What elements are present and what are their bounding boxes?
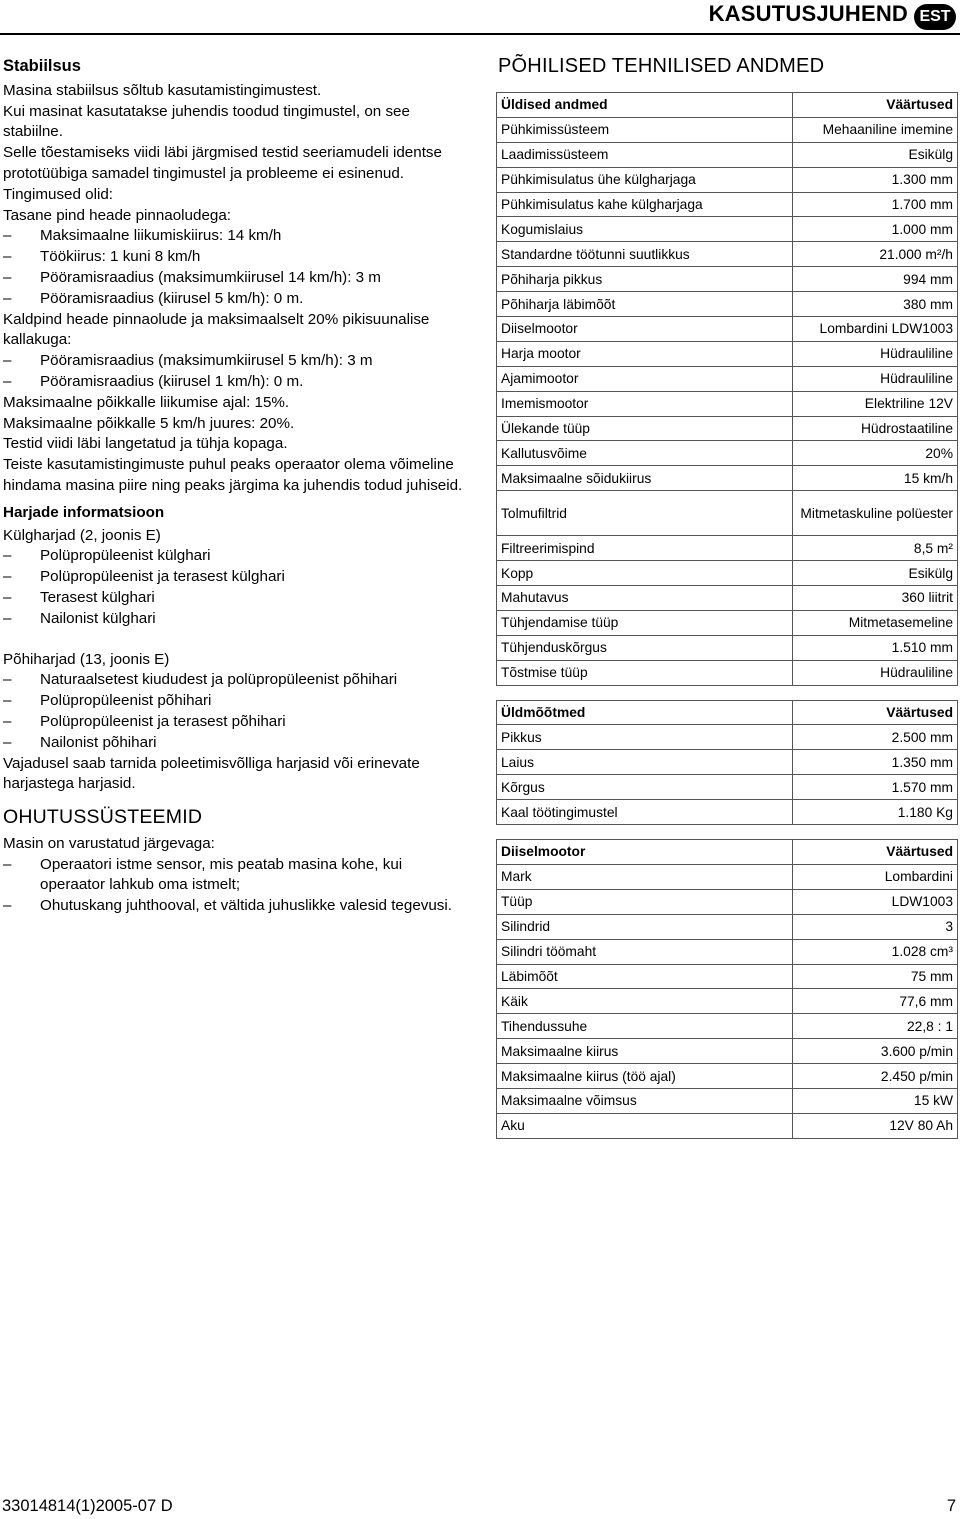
table-cell-value: 1.510 mm <box>793 635 958 660</box>
table-cell-label: Põhiharja läbimõõt <box>497 292 793 317</box>
table-cell-value: LDW1003 <box>793 889 958 914</box>
table-cell-label: Kopp <box>497 561 793 586</box>
diesel-engine-table <box>496 839 958 1139</box>
main-brushes-intro: Põhiharjad (13, joonis E) <box>3 650 170 668</box>
table-cell-label: Tühjenduskõrgus <box>497 635 793 660</box>
safety-heading: OHUTUSSÜSTEEMID <box>3 806 203 829</box>
table-cell-value: 360 liitrit <box>793 586 958 611</box>
table-cell-label: Tühjendamise tüüp <box>497 610 793 635</box>
table-row <box>497 1113 958 1138</box>
table-cell-label: Diiselmootor <box>497 317 793 342</box>
list-item: – Maksimaalne liikumiskiirus: 14 km/h <box>3 226 463 247</box>
table-cell-label: Tolmufiltrid <box>497 491 793 536</box>
slope-intro: Kaldpind heade pinnaolude ja maksimaalselt 20% pikisuunalise kallakuga: <box>3 310 430 349</box>
table-row <box>497 117 958 142</box>
table-cell-value: 3 <box>793 914 958 939</box>
table-cell-value: 3.600 p/min <box>793 1039 958 1064</box>
side-brushes-list <box>3 546 463 629</box>
table-cell-label: Mark <box>497 864 793 889</box>
table-row <box>497 142 958 167</box>
flat-surface-list <box>3 226 463 309</box>
table-row <box>497 536 958 561</box>
table-cell-label: Pühkimisulatus ühe külgharjaga <box>497 167 793 192</box>
list-item: – Naturaalsetest kiududest ja polüpropüleenist põhihari <box>3 670 463 691</box>
table-row <box>497 441 958 466</box>
table-cell-value: 1.000 mm <box>793 217 958 242</box>
page-number: 7 <box>946 1497 956 1515</box>
table-cell-label: Laadimissüsteem <box>497 142 793 167</box>
stability-paragraph: Testid viidi läbi langetatud ja tühja kopaga. <box>3 435 288 453</box>
table-cell-label: Käik <box>497 989 793 1014</box>
table-row <box>497 341 958 366</box>
table-row <box>497 292 958 317</box>
table-cell-value: 1.350 mm <box>793 750 958 775</box>
general-data-table <box>496 92 958 686</box>
header-title: KASUTUSJUHEND <box>708 1 908 26</box>
table-cell-value: Mitmetasemeline <box>793 610 958 635</box>
table-cell-value: 22,8 : 1 <box>793 1014 958 1039</box>
table-header-cell: Väärtused <box>793 840 958 865</box>
table-row <box>497 366 958 391</box>
list-item: – Operaatori istme sensor, mis peatab masina kohe, kui operaator lahkub oma istmelt; <box>3 855 463 897</box>
list-item: – Polüpropüleenist külghari <box>3 546 463 567</box>
table-cell-value: 994 mm <box>793 267 958 292</box>
table-cell-label: Maksimaalne kiirus (töö ajal) <box>497 1064 793 1089</box>
table-row <box>497 914 958 939</box>
table-row <box>497 416 958 441</box>
table-cell-value: 2.450 p/min <box>793 1064 958 1089</box>
table-cell-value: 1.028 cm³ <box>793 939 958 964</box>
table-row <box>497 391 958 416</box>
table-cell-label: Filtreerimispind <box>497 536 793 561</box>
table-row <box>497 800 958 825</box>
stability-paragraph: Maksimaalne põikkalle liikumise ajal: 15%. <box>3 393 290 411</box>
slope-list <box>3 351 463 393</box>
table-cell-value: 1.300 mm <box>793 167 958 192</box>
table-cell-label: Maksimaalne võimsus <box>497 1088 793 1113</box>
table-row <box>497 1039 958 1064</box>
list-item: – Polüpropüleenist ja terasest põhihari <box>3 712 463 733</box>
table-cell-label: Silindrid <box>497 914 793 939</box>
safety-list <box>3 855 463 917</box>
table-cell-value: 1.700 mm <box>793 192 958 217</box>
table-cell-value: 1.180 Kg <box>793 800 958 825</box>
stability-paragraph: Selle tõestamiseks viidi läbi järgmised testid seeriamudeli identse prototüübiga samadel tingimustel ja probleeme ei esinenud. Tingimused olid: <box>3 144 442 203</box>
table-row <box>497 610 958 635</box>
table-cell-label: Tüüp <box>497 889 793 914</box>
table-cell-label: Tõstmise tüüp <box>497 660 793 685</box>
list-item: – Terasest külghari <box>3 588 463 609</box>
brushes-note: Vajadusel saab tarnida poleetimisvõlliga harjasid või erinevate harjastega harjasid. <box>3 754 420 793</box>
table-cell-label: Maksimaalne kiirus <box>497 1039 793 1064</box>
table-row <box>497 466 958 491</box>
table-cell-label: Läbimõõt <box>497 964 793 989</box>
table-cell-value: Lombardini <box>793 864 958 889</box>
list-item: – Pööramisraadius (kiirusel 1 km/h): 0 m. <box>3 372 463 393</box>
table-cell-value: Esikülg <box>793 561 958 586</box>
table-cell-label: Kogumislaius <box>497 217 793 242</box>
table-cell-value: 21.000 m²/h <box>793 242 958 267</box>
table-cell-label: Mahutavus <box>497 586 793 611</box>
list-item: – Ohutuskang juhthooval, et vältida juhuslikke valesid tegevusi. <box>3 896 463 917</box>
table-row <box>497 192 958 217</box>
table-cell-value: Hüdrauliline <box>793 341 958 366</box>
list-item: – Polüpropüleenist ja terasest külghari <box>3 567 463 588</box>
table-row <box>497 242 958 267</box>
table-cell-value: Hüdrauliline <box>793 660 958 685</box>
table-row <box>497 989 958 1014</box>
stability-paragraph: Masina stabiilsus sõltub kasutamistingimustest. <box>3 81 322 99</box>
table-row <box>497 167 958 192</box>
table-cell-value: 77,6 mm <box>793 989 958 1014</box>
right-column <box>496 55 958 1153</box>
stability-heading: Stabiilsus <box>3 57 81 75</box>
table-row <box>497 889 958 914</box>
table-header-cell: Üldised andmed <box>497 93 793 118</box>
list-item: – Pööramisraadius (maksimumkiirusel 5 km/h): 3 m <box>3 351 463 372</box>
safety-intro: Masin on varustatud järgevaga: <box>3 834 215 852</box>
table-cell-label: Põhiharja pikkus <box>497 267 793 292</box>
table-cell-label: Silindri töömaht <box>497 939 793 964</box>
table-cell-label: Imemismootor <box>497 391 793 416</box>
table-cell-label: Pühkimissüsteem <box>497 117 793 142</box>
table-cell-value: Mitmetaskuline polüester <box>793 491 958 536</box>
table-cell-value: Mehaaniline imemine <box>793 117 958 142</box>
stability-paragraph: Teiste kasutamistingimuste puhul peaks operaator olema võimeline hindama masina piire ning peaks järgima ka juhendis todud juhiseid. <box>3 456 463 494</box>
table-row <box>497 864 958 889</box>
table-cell-value: Hüdrostaatiline <box>793 416 958 441</box>
table-header-row <box>497 840 958 865</box>
table-cell-value: 1.570 mm <box>793 775 958 800</box>
main-brushes-list <box>3 670 463 753</box>
table-row <box>497 750 958 775</box>
table-row <box>497 1064 958 1089</box>
table-cell-value: 12V 80 Ah <box>793 1113 958 1138</box>
list-item: – Nailonist põhihari <box>3 733 463 754</box>
brushes-heading: Harjade informatsioon <box>3 503 165 521</box>
list-item: – Töökiirus: 1 kuni 8 km/h <box>3 247 463 268</box>
table-header-row <box>497 700 958 725</box>
list-item: – Pööramisraadius (maksimumkiirusel 14 km/h): 3 m <box>3 268 463 289</box>
table-cell-value: Elektriline 12V <box>793 391 958 416</box>
table-cell-value: 15 kW <box>793 1088 958 1113</box>
table-row <box>497 964 958 989</box>
technical-data-title: PÕHILISED TEHNILISED ANDMED <box>498 55 825 77</box>
table-cell-label: Ajamimootor <box>497 366 793 391</box>
table-header-cell: Üldmõõtmed <box>497 700 793 725</box>
table-cell-value: 8,5 m² <box>793 536 958 561</box>
table-cell-label: Pühkimisulatus kahe külgharjaga <box>497 192 793 217</box>
list-item: – Pööramisraadius (kiirusel 5 km/h): 0 m. <box>3 289 463 310</box>
table-row <box>497 217 958 242</box>
table-cell-value: Lombardini LDW1003 <box>793 317 958 342</box>
table-cell-value: 20% <box>793 441 958 466</box>
table-cell-label: Tihendussuhe <box>497 1014 793 1039</box>
table-row <box>497 317 958 342</box>
document-number: 33014814(1)2005-07 D <box>2 1497 173 1515</box>
page-header <box>0 0 960 34</box>
table-row <box>497 660 958 685</box>
spacer <box>3 630 463 650</box>
flat-surface-intro: Tasane pind heade pinnaoludega: <box>3 206 232 224</box>
table-header-cell: Väärtused <box>793 93 958 118</box>
table-header-row <box>497 93 958 118</box>
table-header-cell: Väärtused <box>793 700 958 725</box>
table-row <box>497 1014 958 1039</box>
header-rule <box>0 33 960 35</box>
language-badge: EST <box>914 4 956 30</box>
table-cell-label: Aku <box>497 1113 793 1138</box>
table-cell-value: 2.500 mm <box>793 725 958 750</box>
side-brushes-intro: Külgharjad (2, joonis E) <box>3 526 161 544</box>
table-row <box>497 725 958 750</box>
table-row <box>497 491 958 536</box>
table-cell-label: Pikkus <box>497 725 793 750</box>
table-cell-value: Hüdrauliline <box>793 366 958 391</box>
dimensions-table <box>496 700 958 825</box>
table-cell-label: Kallutusvõime <box>497 441 793 466</box>
stability-paragraph: Maksimaalne põikkalle 5 km/h juures: 20%. <box>3 414 295 432</box>
table-cell-label: Ülekande tüüp <box>497 416 793 441</box>
table-row <box>497 267 958 292</box>
table-row <box>497 586 958 611</box>
table-cell-value: 75 mm <box>793 964 958 989</box>
list-item: – Polüpropüleenist põhihari <box>3 691 463 712</box>
table-row <box>497 775 958 800</box>
table-cell-label: Standardne töötunni suutlikkus <box>497 242 793 267</box>
table-row <box>497 561 958 586</box>
table-cell-label: Kaal töötingimustel <box>497 800 793 825</box>
stability-paragraph: Kui masinat kasutatakse juhendis toodud tingimustel, on see stabiilne. <box>3 102 410 141</box>
table-cell-label: Harja mootor <box>497 341 793 366</box>
table-header-cell: Diiselmootor <box>497 840 793 865</box>
table-cell-value: 380 mm <box>793 292 958 317</box>
table-row <box>497 1088 958 1113</box>
table-cell-label: Laius <box>497 750 793 775</box>
table-cell-value: Esikülg <box>793 142 958 167</box>
left-column <box>3 56 463 917</box>
table-cell-label: Maksimaalne sõidukiirus <box>497 466 793 491</box>
table-cell-value: 15 km/h <box>793 466 958 491</box>
table-row <box>497 635 958 660</box>
table-row <box>497 939 958 964</box>
list-item: – Nailonist külghari <box>3 609 463 630</box>
table-cell-label: Kõrgus <box>497 775 793 800</box>
